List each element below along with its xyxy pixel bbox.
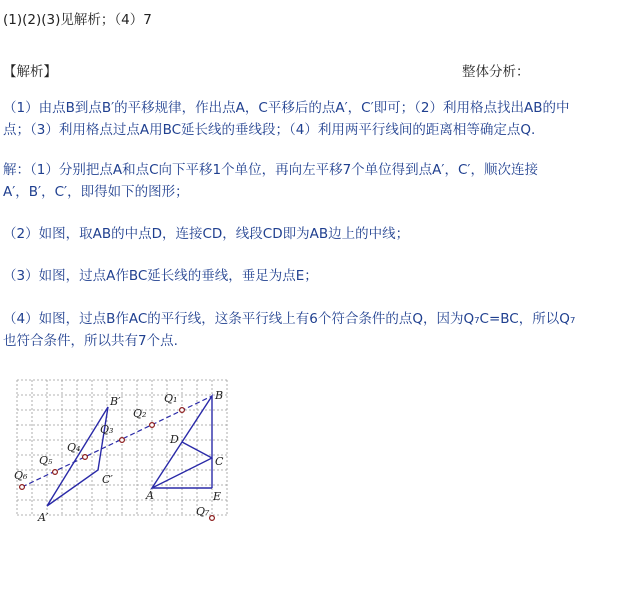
grid	[17, 380, 227, 515]
label-e: E	[213, 490, 222, 503]
solution-step-4-cont: 也符合条件，所以共有7个点.	[3, 333, 178, 349]
analysis-tag: 【解析】	[3, 64, 57, 80]
label-q1: Q₁	[164, 392, 178, 405]
label-b-prime: B′	[110, 395, 121, 408]
label-d: D	[170, 433, 179, 446]
label-a-prime: A′	[38, 511, 49, 524]
label-q2: Q₂	[133, 407, 147, 420]
answer-text: (1)(2)(3)见解析；（4）7	[3, 12, 152, 28]
solution-step-4: （4）如图，过点B作AC的平行线，这条平行线上有6个符合条件的点Q，因为Q₇C=BC，所以Q₇	[3, 311, 576, 327]
analysis-line-2: 点；（3）利用格点过点A用BC延长线的垂线段；（4）利用两平行线间的距离相等确定点Q.	[3, 122, 536, 138]
triangle-a-prime-b-prime-c-prime	[47, 407, 108, 506]
solution-step-1-cont: A′，B′，C′，即得如下的图形；	[3, 184, 189, 200]
label-a: A	[146, 489, 154, 502]
label-q7: Q₇	[196, 505, 210, 518]
label-q6: Q₆	[14, 469, 28, 482]
label-q3: Q₃	[100, 423, 114, 436]
solution-step-2: （2）如图，取AB的中点D，连接CD，线段CD即为AB边上的中线；	[3, 226, 410, 242]
label-q5: Q₅	[39, 454, 53, 467]
label-b: B	[215, 389, 224, 402]
analysis-line-1: （1）由点B到点B′的平移规律，作出点A，C平移后的点A′，C′即可；（2）利用格点找出AB的中	[3, 100, 570, 116]
geometry-figure	[12, 375, 234, 525]
solution-step-3: （3）如图，过点A作BC延长线的垂线，垂足为点E；	[3, 268, 318, 284]
label-q4: Q₄	[67, 441, 81, 454]
overall-analysis-label: 整体分析：	[462, 64, 530, 80]
label-c-prime: C′	[102, 473, 113, 486]
label-c: C	[215, 455, 224, 468]
solution-step-1: 解：（1）分别把点A和点C向下平移1个单位，再向左平移7个单位得到点A′，C′，顺次连接	[3, 162, 538, 178]
